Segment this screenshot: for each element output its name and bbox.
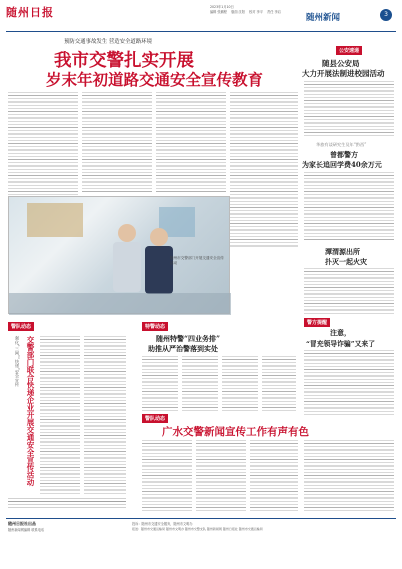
story-4-body [304,350,394,416]
story-3-body [304,268,394,314]
top-story-kicker: 预防交通事故发生 营造安全道路环境 [64,39,152,45]
story-4-headline-1: 注意， [330,328,351,337]
section-title: 随州新闻 [306,13,341,23]
middle-body-col-3 [222,356,258,412]
lower-left-vertical-headline: 交警部门联合快递企业开展交通安全宣传活动 [26,336,35,486]
lower-left-body-col-1 [40,336,80,494]
story-2-headline-2: 为家长追回学费40余万元 [302,160,382,169]
lower-left-tag: 警队动态 [8,322,34,331]
bottom-body-col-4 [304,440,394,512]
lower-left-side-label: 强化“三网”“快递”安全宣传 [15,336,20,387]
top-story-photo [8,196,230,314]
footer-contact: 随州新闻网编辑 联系电话 [8,528,45,532]
footer-contributors: 报送：随州市交通运输局 随州市文明办 随州市交警支队 随州新闻网 随州日报社 随州市交通运输局 [132,527,263,531]
footer-publisher: 随州日报社出品 [8,521,36,526]
bottom-body-col-3 [250,440,298,512]
top-story-headline-2: 岁末年初道路交通安全宣传教育 [46,70,264,89]
lower-left-tail-text [8,498,126,508]
story-1-headline-1: 随县公安局 [322,59,360,68]
story-1-headline-2: 大力开展法制进校园活动 [302,69,385,78]
top-story-body-col-2 [82,92,152,192]
middle-tag: 特警动态 [142,322,168,331]
top-story-photo-caption: 随州市交警部门开展交通安全宣传活动 [170,256,224,265]
bottom-body-col-2 [196,440,246,512]
issue-date: 2023年1月10日 [210,5,234,9]
story-2-body [304,172,394,242]
bottom-body-col-1 [142,440,192,512]
story-3-headline-2: 扑灭一起火灾 [325,257,367,266]
footer-divider [6,518,396,519]
right-column-tag: 公安速递 [336,46,362,55]
footer-complaints: 投诉：随州市交通安全服务，随州市文明办 [132,522,193,526]
middle-headline-1: 随州特警“四业务排” [156,334,221,343]
top-story-body-col-3 [156,92,226,192]
middle-tag-2: 警队动态 [142,414,168,423]
top-story-headline-1: 我市交警扎实开展 [54,51,194,71]
story-1-body [304,81,394,137]
newspaper-logo: 随州日报 [6,6,54,19]
middle-body-col-1 [142,356,178,412]
story-2-headline-1: 曾都警方 [330,150,358,159]
middle-headline-2: 助推从严治警落到实处 [148,344,218,353]
page-number: 3 [380,9,392,21]
editors-line: 编辑 张鹏程 版面 沈阳 校对 李平 责任 李启 [210,10,281,14]
middle-body-col-2 [182,356,218,412]
bottom-headline: 广水交警新闻宣传工作有声有色 [162,426,309,438]
story-4-headline-2: “冒充领导诈骗”又来了 [306,340,375,348]
lower-left-body-col-2 [84,336,126,494]
story-3-headline-1: 潭渭源出所 [325,247,360,256]
middle-body-col-4 [262,356,296,412]
story-2-kicker: 华旅有谈研究生及年“黔西” [316,142,367,147]
story-4-tag: 警方提醒 [304,318,330,327]
top-story-body-col-4 [230,92,298,248]
